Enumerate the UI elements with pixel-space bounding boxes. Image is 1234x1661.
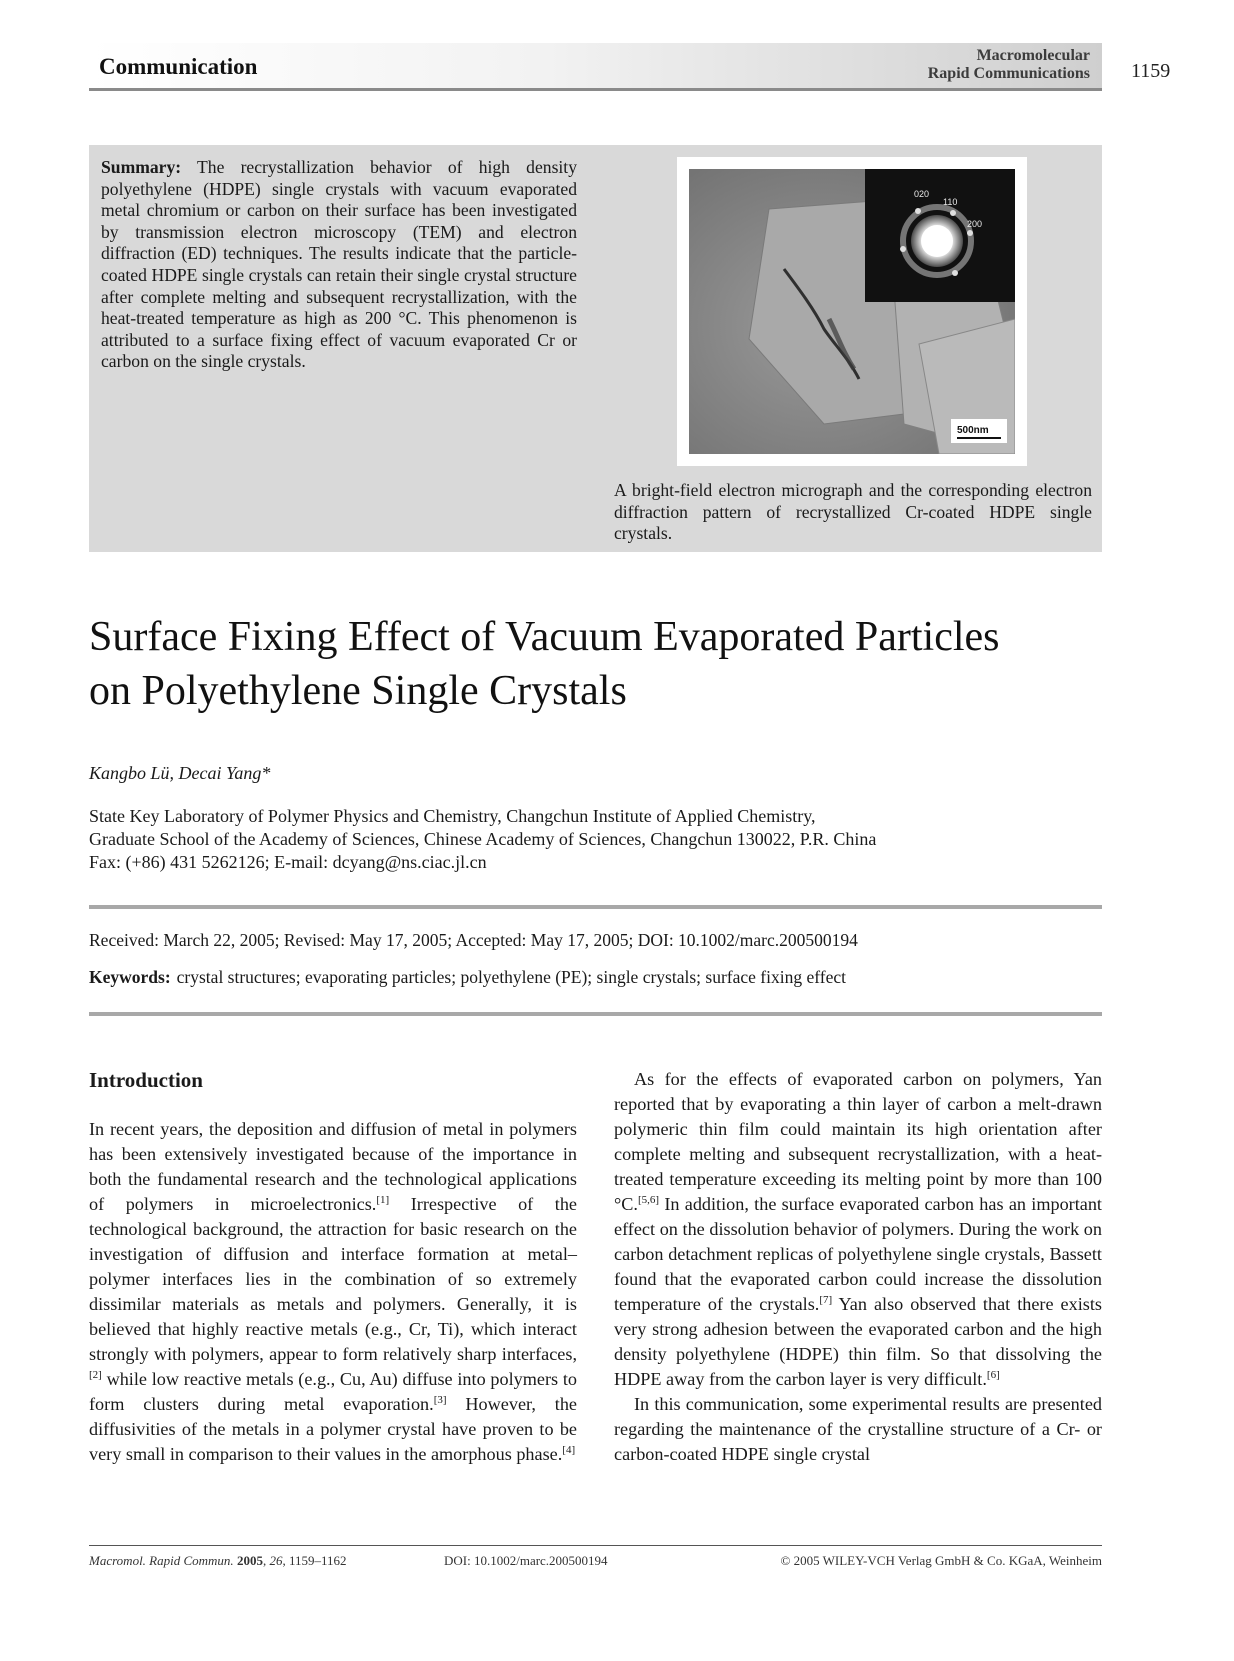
footer-citation: Macromol. Rapid Commun. 2005, 26, 1159–1162 (89, 1553, 347, 1568)
footer-doi[interactable]: DOI: 10.1002/marc.200500194 (444, 1553, 608, 1568)
journal-name-line2: Rapid Communications (927, 65, 1090, 82)
journal-name-line1: Macromolecular (976, 47, 1090, 64)
keywords-list: crystal structures; evaporating particles; polyethylene (PE); single crystals; surface fixing effect (176, 967, 846, 987)
paragraph-3: In this communication, some experimental results are presented regarding the maintenance of the crystalline structure of a Cr- or carbon-coated HDPE single crystal (614, 1394, 1102, 1464)
electron-micrograph (689, 169, 1015, 454)
running-header (89, 43, 1102, 91)
micrograph-image (689, 169, 1015, 454)
affiliation-line3: Fax: (+86) 431 5262126; E-mail: dcyang@ns.ciac.jl.cn (89, 852, 487, 872)
footer-rule (89, 1545, 1102, 1546)
paragraph-2-text-a: As for the effects of evaporated carbon on polymers, Yan reported that by evaporating a thin layer of carbon a melt-drawn polymeric thin film could maintain its high orientation after complete melting and subsequent recrystallization, with a heat-treated temperature exceeding its melting point by more than 100 °C. (614, 1069, 1102, 1214)
reference-5-6[interactable]: [5,6] (637, 1193, 660, 1206)
paragraph-1-text-a: In recent years, the deposition and diffusion of metal in polymers has been extensively investigated because of the importance in both the fundamental research and the technological applications of polymers in microelectronics. (89, 1119, 577, 1214)
footer-journal: Macromol. Rapid Commun. (89, 1553, 234, 1568)
affiliation-line1: State Key Laboratory of Polymer Physics and Chemistry, Changchun Institute of Applied Chemistry, (89, 806, 816, 826)
divider-top (89, 905, 1102, 909)
paragraph-2 (614, 1067, 1102, 1392)
paragraph-1 (89, 1117, 577, 1467)
article-title: Surface Fixing Effect of Vacuum Evaporated Particles on Polyethylene Single Crystals (89, 614, 1000, 714)
reference-3[interactable]: [3] (433, 1393, 447, 1406)
paragraph-1-text-b: Irrespective of the technological background, the attraction for basic research on the investigation of diffusion and interface formation at metal–polymer interfaces lies in the combination of so extremely dissimilar materials as metals and polymers. Generally, it is believed that highly reactive metals (e.g., Cr, Ti), which interact strongly with polymers, appear to form relatively sharp interfaces, (89, 1194, 577, 1364)
ed-label-200: 200 (967, 219, 983, 229)
ed-label-020: 020 (914, 189, 930, 199)
scale-bar (957, 437, 1001, 439)
summary-body: The recrystallization behavior of high density polyethylene (HDPE) single crystals with vacuum evaporated metal chromium or carbon on their surface has been investigated by transmission electron microscopy (TEM) and electron diffraction (ED) techniques. The results indicate that the particle-coated HDPE single crystals can retain their single crystal structure after complete melting and subsequent recrystallization, with the heat-treated temperature as high as 200 °C. This phenomenon is attributed to a surface fixing effect of vacuum evaporated Cr or carbon on the single crystals. (101, 157, 577, 372)
scale-bar-label: 500nm (957, 425, 989, 436)
authors: Kangbo Lü, Decai Yang* (89, 763, 271, 783)
figure-caption: A bright-field electron micrograph and the corresponding electron diffraction pattern of recrystallized Cr-coated HDPE single crystals. (614, 480, 1092, 544)
article-dates: Received: March 22, 2005; Revised: May 17, 2005; Accepted: May 17, 2005; DOI: 10.1002/marc.200500194 (89, 930, 858, 950)
reference-1[interactable]: [1] (376, 1193, 390, 1206)
footer-copyright: © 2005 WILEY-VCH Verlag GmbH & Co. KGaA, Weinheim (780, 1553, 1102, 1568)
section-heading-introduction: Introduction (89, 1068, 203, 1092)
divider-bottom (89, 1012, 1102, 1016)
summary-box (89, 145, 1102, 552)
paragraph-2-text-b: In addition, the surface evaporated carbon has an important effect on the dissolution behavior of polymers. During the work on carbon detachment replicas of polyethylene single crystals, Bassett found that the evaporated carbon could increase the dissolution temperature of the crystals. (614, 1194, 1102, 1314)
paragraph-1-text-d: However, the diffusivities of the metals in a polymer crystal have proven to be very small in comparison to their values in the amorphous phase. (89, 1394, 577, 1464)
reference-7[interactable]: [7] (819, 1293, 833, 1306)
keywords-label: Keywords: (89, 967, 171, 987)
summary-text (101, 157, 577, 373)
paragraph-1-text-c: while low reactive metals (e.g., Cu, Au) diffuse into polymers to form clusters during metal evaporation. (89, 1369, 577, 1414)
body-column-right (614, 1067, 1102, 1467)
footer-volume: 26 (269, 1553, 283, 1568)
summary-label: Summary: (101, 157, 182, 177)
page-number: 1159 (1131, 60, 1171, 82)
footer-year: 2005 (236, 1553, 263, 1568)
ed-label-110: 110 (943, 197, 958, 207)
footer-pages: 1159–1162 (288, 1553, 347, 1568)
reference-4[interactable]: [4] (562, 1443, 576, 1456)
section-label: Communication (99, 54, 258, 79)
figure-frame (677, 157, 1027, 466)
journal-name (928, 47, 1090, 83)
body-column-left (89, 1067, 577, 1467)
paragraph-2-text-c: Yan also observed that there exists very strong adhesion between the evaporated carbon and the high density polyethylene (HDPE) thin film. So that dissolving the HDPE away from the carbon layer is very difficult. (614, 1294, 1102, 1389)
reference-2[interactable]: [2] (89, 1368, 102, 1381)
affiliation-line2: Graduate School of the Academy of Sciences, Chinese Academy of Sciences, Changchun 130022, P.R. China (89, 829, 877, 849)
reference-6[interactable]: [6] (986, 1368, 1000, 1381)
affiliation (89, 805, 876, 874)
keywords (89, 967, 846, 988)
